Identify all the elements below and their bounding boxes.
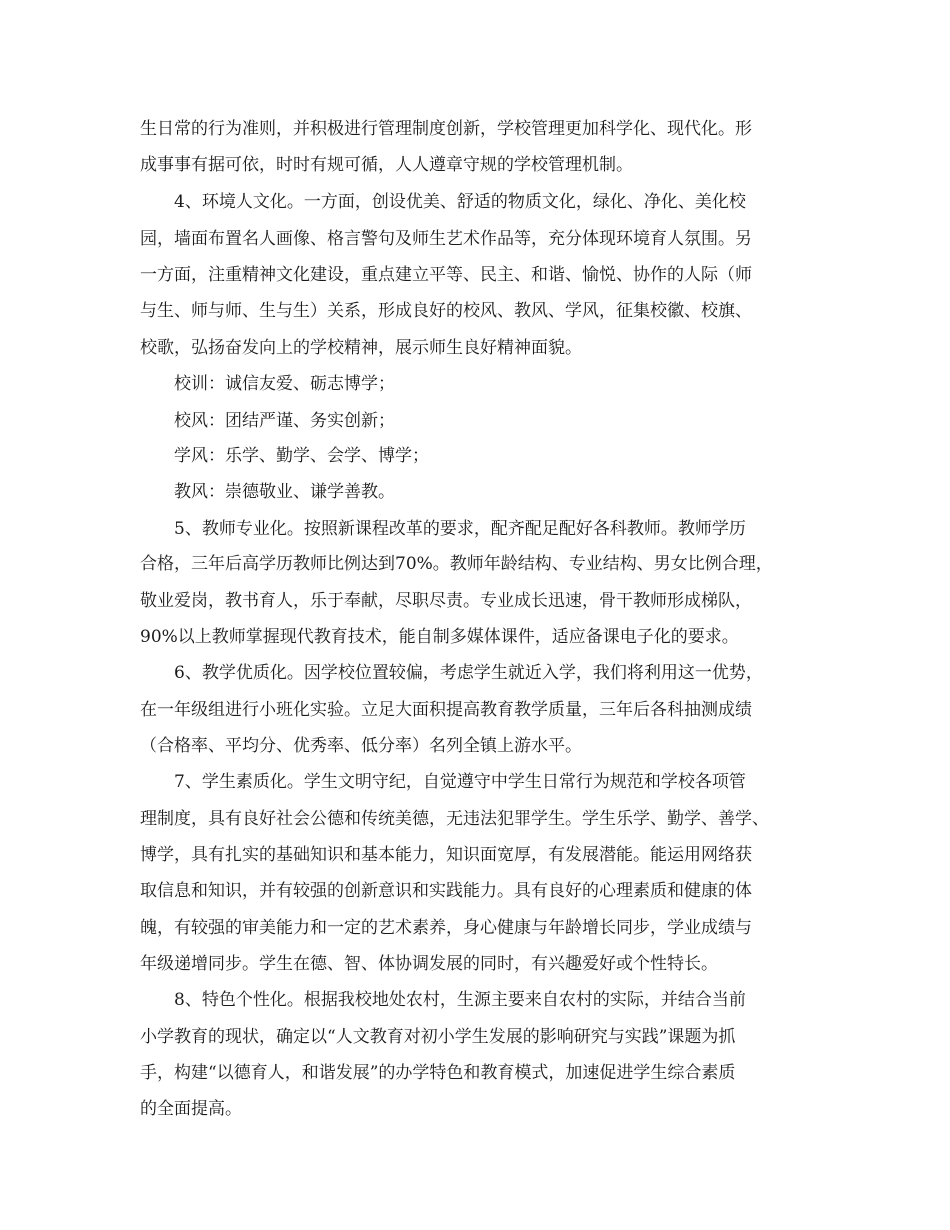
text-line: 一方面，注重精神文化建设，重点建立平等、民主、和谐、愉悦、协作的人际（师	[140, 265, 752, 285]
motto-line: 校风：团结严谨、务实创新；	[174, 411, 395, 431]
text-line: 小学教育的现状，确定以“人文教育对初小学生发展的影响研究与实践”课题为抓	[140, 1027, 736, 1047]
motto-line: 校训：诚信友爱、砺志博学；	[174, 374, 395, 394]
text-line: 合格，三年后高学历教师比例达到70%。教师年龄结构、专业结构、男女比例合理，	[140, 554, 773, 574]
motto-line: 学风：乐学、勤学、会学、博学；	[174, 446, 429, 466]
text-line: 魄，有较强的审美能力和一定的艺术素养，身心健康与年龄增长同步，学业成绩与	[140, 918, 752, 938]
text-line: 理制度，具有良好社会公德和传统美德，无违法犯罪学生。学生乐学、勤学、善学、	[140, 809, 769, 829]
text-line: 成事事有据可依，时时有规可循，人人遵章守规的学校管理机制。	[140, 155, 633, 175]
motto-line: 教风：崇德敬业、谦学善教。	[174, 482, 395, 502]
text-line: 取信息和知识，并有较强的创新意识和实践能力。具有良好的心理素质和健康的体	[140, 881, 752, 901]
paragraph-start: 4、环境人文化。一方面，创设优美、舒适的物质文化，绿化、净化、美化校	[174, 192, 746, 212]
text-line: 在一年级组进行小班化实验。立足大面积提高教育教学质量，三年后各科抽测成绩	[140, 700, 752, 720]
paragraph-start: 7、学生素质化。学生文明守纪，自觉遵守中学生日常行为规范和学校各项管	[174, 772, 746, 792]
text-line: 90%以上教师掌握现代教育技术，能自制多媒体课件，适应备课电子化的要求。	[140, 627, 739, 647]
paragraph-start: 6、教学优质化。因学校位置较偏，考虑学生就近入学，我们将利用这一优势，	[174, 663, 763, 683]
text-line: 校歌，弘扬奋发向上的学校精神，展示师生良好精神面貌。	[140, 338, 582, 358]
text-line: 敬业爱岗，教书育人，乐于奉献，尽职尽责。专业成长迅速，骨干教师形成梯队，	[140, 591, 752, 611]
text-line: 园，墙面布置名人画像、格言警句及师生艺术作品等，充分体现环境育人氛围。另	[140, 229, 752, 249]
text-line: 手，构建“以德育人，和谐发展”的办学特色和教育模式，加速促进学生综合素质	[140, 1063, 736, 1083]
paragraph-start: 8、特色个性化。根据我校地处农村，生源主要来自农村的实际，并结合当前	[174, 990, 746, 1010]
text-line: 生日常的行为准则，并积极进行管理制度创新，学校管理更加科学化、现代化。形	[140, 119, 752, 139]
paragraph-start: 5、教师专业化。按照新课程改革的要求，配齐配足配好各科教师。教师学历	[174, 519, 746, 539]
text-line: 的全面提高。	[140, 1099, 242, 1119]
text-line: 与生、师与师、生与生）关系，形成良好的校风、教风、学风，征集校徽、校旗、	[140, 301, 752, 321]
text-line: 年级递增同步。学生在德、智、体协调发展的同时，有兴趣爱好或个性特长。	[140, 954, 718, 974]
text-line: 博学，具有扎实的基础知识和基本能力，知识面宽厚，有发展潜能。能运用网络获	[140, 845, 752, 865]
text-line: （合格率、平均分、优秀率、低分率）名列全镇上游水平。	[140, 736, 582, 756]
